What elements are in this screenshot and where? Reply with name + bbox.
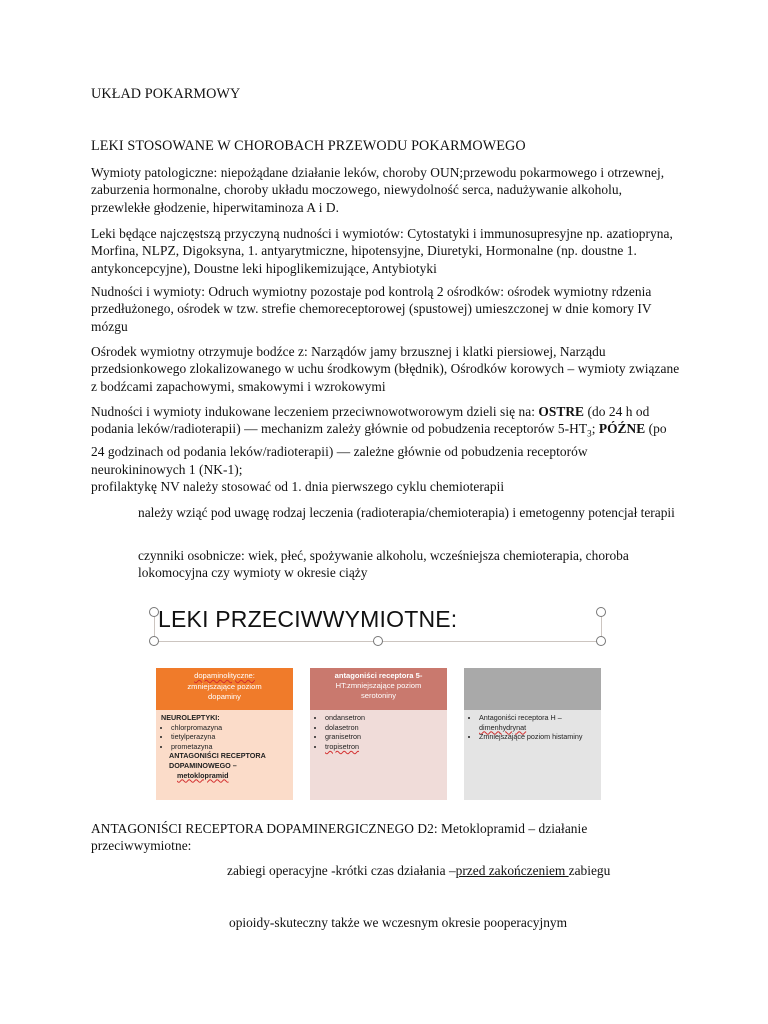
resize-handle[interactable] xyxy=(373,636,383,646)
list-item: • prometazyna xyxy=(171,742,288,752)
paragraph-vomiting-reflex: Nudności i wymioty: Odruch wymiotny pozostaje pod kontrolą 2 ośrodków: ośrodek wymiotny rdzenia przedłużonego, ośrodek w tzw. strefie chemoreceptorowej (spustowej) umieszczonej w dnie komory IV mózgu xyxy=(91,284,652,334)
group-title: ANTAGONIŚCI RECEPTORA DOPAMINOWEGO – xyxy=(169,751,266,770)
list-item: • tropisetron xyxy=(325,742,442,752)
text-run: (do 24 h od podania leków/radioterapii) — mechanizm zależy głównie od pobudzenia receptorów 5-HT xyxy=(91,404,650,437)
delayed-label: PÓŹNE xyxy=(598,421,646,437)
serotonin-column xyxy=(310,668,447,800)
bullet-text: należy wziąć pod uwagę rodzaj leczenia (radioterapia/chemioterapia) i emetogenny potencjał terapii xyxy=(138,505,675,520)
list-item: metoklopramid xyxy=(177,770,229,780)
setrons-list xyxy=(315,713,442,751)
paragraph-prophylaxis: profilaktykę NV należy stosować od 1. dnia pierwszego cyklu chemioterapii xyxy=(91,479,505,494)
list-item: • ondansetron xyxy=(325,713,442,723)
list-item: • chlorpromazyna xyxy=(171,723,288,733)
acute-label: OSTRE xyxy=(538,404,585,419)
paragraph-vomiting-center: Ośrodek wymiotny otrzymuje bodźce z: Narządów jamy brzusznej i klatki piersiowej, Narządu przedsionkowego zlokalizowanego w uchu środkowym (błędnik), Ośrodków korowych – wymioty związane z bodźcami zapachowymi, smakowymi i wzrokowymi xyxy=(91,344,680,394)
resize-handle[interactable] xyxy=(596,636,606,646)
header-line: HT:zmniejszające poziom serotoniny xyxy=(335,681,422,700)
item-text: dimenhydrynat xyxy=(479,722,527,732)
column-header xyxy=(464,668,601,710)
bullet-item xyxy=(207,862,677,879)
paragraph-drug-causes: Leki będące najczęstszą przyczyną nudności i wymiotów: Cytostatyki i immunosupresyjne np. azatiopryna, Morfina, NLPZ, Digoksyna, 1. antyarytmiczne, hipotensyjne, Diuretyki, Hormonalne (np. doustne 1. antykoncepcyjne), Doustne leki hipoglikemizujące, Antybiotyki xyxy=(91,226,673,276)
header-line: dopaminolityczne: xyxy=(194,671,255,680)
list-item: • Zmniejszające poziom histaminy xyxy=(479,732,596,742)
subscript-3: 3 xyxy=(587,429,592,440)
embedded-slide-figure[interactable] xyxy=(146,598,612,804)
column-body xyxy=(310,710,447,800)
header-line: antagoniści receptora 5- xyxy=(334,671,423,680)
antihistamine-list xyxy=(469,713,596,742)
header-line: zmniejszające poziom dopaminy xyxy=(187,682,262,701)
list-item: • dolasetron xyxy=(325,723,442,733)
bullet-text: opioidy-skuteczny także we wczesnym okresie pooperacyjnym xyxy=(229,915,567,930)
text-run: zabiegi operacyjne -krótki czas działania – xyxy=(227,863,456,878)
slide-title: LEKI PRZECIWWYMIOTNE: xyxy=(158,606,458,632)
bullet-text: czynniki osobnicze: wiek, płeć, spożywanie alkoholu, wcześniejsza chemioterapia, choroba lokomocyjna czy wymioty w okresie ciąży xyxy=(138,548,629,581)
document-title: UKŁAD POKARMOWY xyxy=(91,86,241,102)
column-header xyxy=(310,668,447,710)
underlined-text: przed zakończeniem xyxy=(455,863,569,878)
list-item: • tietylperazyna xyxy=(171,732,288,742)
bullet-text xyxy=(227,862,677,879)
resize-handle[interactable] xyxy=(149,636,159,646)
column-body xyxy=(156,710,293,800)
section-heading: LEKI STOSOWANE W CHOROBACH PRZEWODU POKARMOWEGO xyxy=(91,138,526,154)
bullet-item xyxy=(207,914,677,931)
bullet-item xyxy=(116,504,686,521)
histamine-column xyxy=(464,668,601,800)
group-title: NEUROLEPTYKI: xyxy=(161,713,220,722)
column-body xyxy=(464,710,601,800)
text-run: zabiegu xyxy=(568,863,611,878)
bullet-item xyxy=(116,547,686,582)
text-run: (po 24 godzinach od podania leków/radioterapii) — zależne głównie od pobudzenia receptorów neurokininowych 1 (NK-1); xyxy=(91,421,667,477)
text-run: ; xyxy=(591,421,599,437)
dopaminolytic-column xyxy=(156,668,293,800)
text-run: Nudności i wymioty indukowane leczeniem przeciwnowotworowym dzieli się na: xyxy=(91,404,539,419)
column-header xyxy=(156,668,293,710)
paragraph-pathological-vomiting: Wymioty patologiczne: niepożądane działanie leków, choroby OUN;przewodu pokarmowego i otrzewnej, zaburzenia hormonalne, choroby układu moczowego, niewydolność serca, nadużywanie alkoholu, przewlekłe głodzenie, hiperwitaminoza A i D. xyxy=(91,165,665,215)
paragraph-chemo-induced xyxy=(91,403,683,478)
paragraph-antagonists: ANTAGONIŚCI RECEPTORA DOPAMINERGICZNEGO D2: Metoklopramid – działanie przeciwwymiotne: xyxy=(91,821,588,853)
list-item xyxy=(479,713,596,732)
neuroleptics-list xyxy=(161,723,288,752)
list-item: • granisetron xyxy=(325,732,442,742)
resize-handle[interactable] xyxy=(596,607,606,617)
item-text: Antagoniści receptora H – xyxy=(479,713,562,722)
